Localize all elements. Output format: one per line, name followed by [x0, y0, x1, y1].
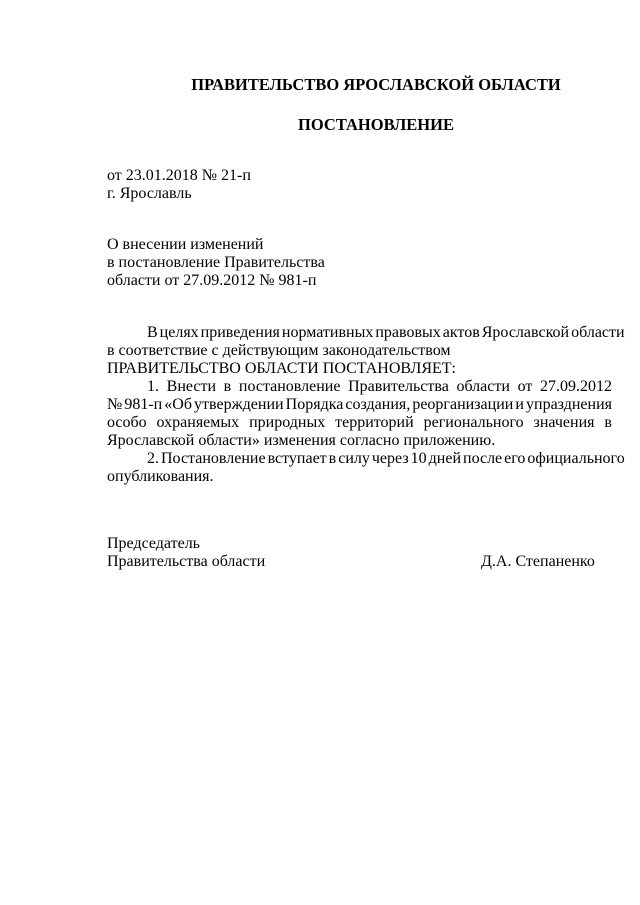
signature-title: Председатель — [107, 535, 200, 552]
preamble-line: в соответствие с действующим законодательством — [107, 342, 451, 359]
date-number: от 23.01.2018 № 21-п — [107, 167, 251, 184]
resolves-heading: ПРАВИТЕЛЬСТВО ОБЛАСТИ ПОСТАНОВЛЯЕТ: — [107, 360, 456, 377]
item2-line: 2. Постановление вступает в силу через 10 дней после его официального — [147, 450, 625, 467]
city: г. Ярославль — [107, 185, 192, 202]
org-title: ПРАВИТЕЛЬСТВО ЯРОСЛАВСКОЙ ОБЛАСТИ — [191, 75, 561, 94]
subject-line: области от 27.09.2012 № 981-п — [107, 272, 317, 289]
item2-line: опубликования. — [107, 468, 214, 485]
item1-line: № 981-п «Об утверждении Порядка создания, реорганизации и упразднения — [107, 396, 612, 413]
item1-line: особо охраняемых природных территорий регионального значения в — [107, 414, 612, 431]
signature-name: Д.А. Степаненко — [481, 553, 595, 570]
document-type: ПОСТАНОВЛЕНИЕ — [298, 115, 454, 134]
preamble-line: В целях приведения нормативных правовых актов Ярославской области — [147, 324, 625, 341]
subject-line: О внесении изменений — [107, 236, 264, 253]
item1-line: 1. Внести в постановление Правительства области от 27.09.2012 — [147, 378, 612, 395]
item1-line: Ярославской области» изменения согласно приложению. — [107, 432, 496, 449]
subject-line: в постановление Правительства — [107, 254, 325, 271]
signature-title: Правительства области — [107, 553, 266, 570]
